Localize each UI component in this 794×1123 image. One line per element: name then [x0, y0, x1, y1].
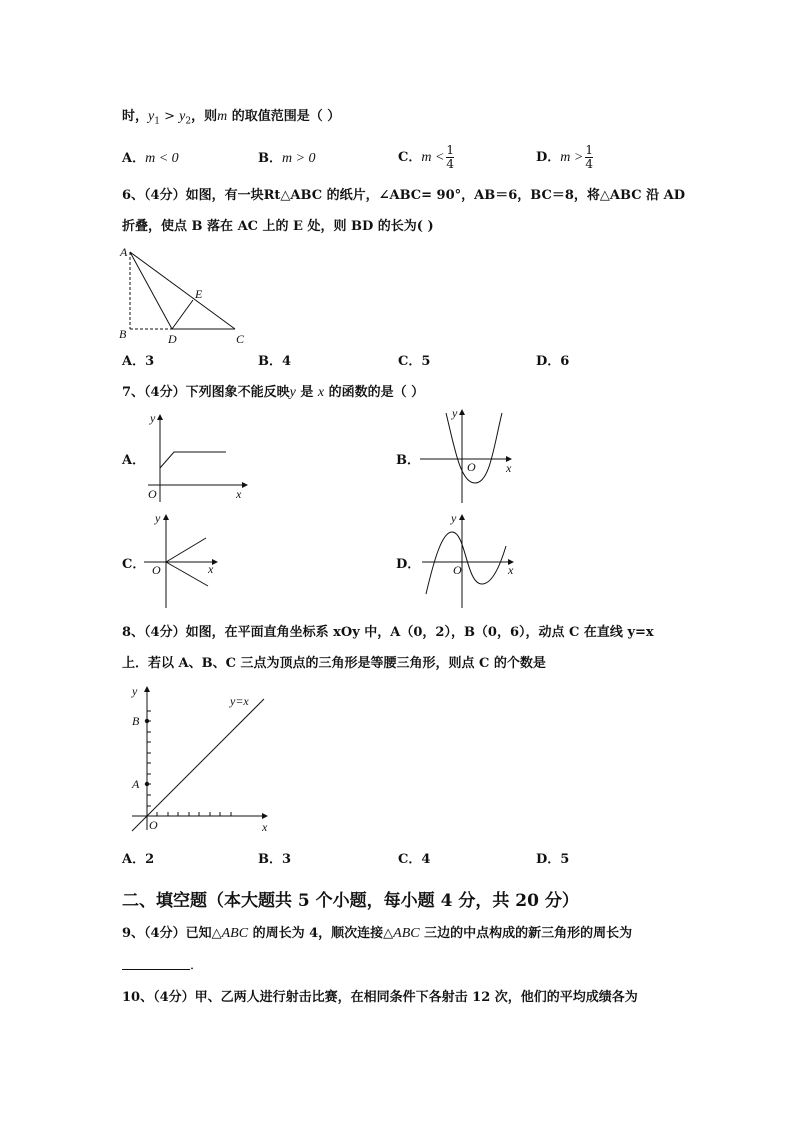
q9-stem-mid: 的周长为 4，顺次连接△ — [248, 926, 394, 941]
q5-option-c — [398, 140, 454, 176]
q5-y1: y — [148, 109, 155, 124]
q7-stem-prefix: 7、（4分）下列图象不能反映 — [122, 385, 290, 400]
q5-option-c-denominator: 4 — [446, 157, 455, 171]
q8-x-ticks — [157, 812, 231, 816]
q5-option-c-numerator: 1 — [446, 143, 455, 157]
q6-option-d: D．6 — [536, 354, 570, 369]
q8-line-1: 8、（4分）如图，在平面直角坐标系 xOy 中，A（0，2），B（0，6），动点 C 在直线 y=x — [122, 625, 654, 640]
q7c-ray-up — [166, 538, 206, 562]
q8-coordinate-figure — [120, 680, 280, 840]
q7-stem-post: 的函数的是（ ） — [324, 385, 425, 400]
q7-stem-mid: 是 — [295, 385, 318, 400]
q9-stem-pre: 9、（4分）已知△ — [122, 926, 222, 941]
q7c-y-arrow — [163, 514, 169, 520]
q8-point-b — [145, 719, 149, 723]
q8-label-line: y=x — [230, 694, 249, 708]
q5-stem-mid: ，则 — [191, 109, 218, 124]
q5-option-a-letter: A． — [122, 151, 146, 166]
q7b-label-o: O — [467, 460, 476, 474]
q8-option-a: A．2 — [122, 852, 155, 867]
q8-option-c: C．4 — [398, 852, 431, 867]
q7-graph-d — [420, 510, 525, 610]
q8-x-arrow — [262, 813, 268, 819]
q7c-ray-down — [166, 562, 208, 586]
q6-label-b: B — [119, 327, 127, 341]
q7d-label-y: y — [451, 511, 457, 525]
q5-stem — [122, 109, 340, 130]
q6-option-a: A．3 — [122, 354, 155, 369]
q7-y: y — [289, 385, 296, 400]
q7c-label-o: O — [152, 563, 161, 577]
section-2-title — [122, 886, 579, 911]
q5-option-c-letter: C． — [398, 150, 422, 165]
q7d-y-arrow — [459, 514, 465, 520]
q7b-label-x: x — [506, 461, 512, 475]
q5-option-d-math: m > — [560, 150, 584, 165]
q7-graph-b — [418, 405, 523, 505]
q7-x: x — [317, 385, 325, 400]
q6-label-d: D — [168, 332, 177, 346]
q6-line-1: 6、（4分）如图，有一块Rt△ABC 的纸片，∠ABC= 90°，AB＝6，BC＝8，将△ABC 沿 AD — [122, 188, 685, 203]
q9-abc-1: ABC — [221, 926, 249, 941]
q7a-label-x: x — [236, 487, 242, 501]
section-2-title-mid: 个小题，每小题 — [309, 891, 441, 911]
q8-label-y: y — [132, 684, 138, 698]
q5-option-d-letter: D． — [536, 150, 561, 165]
q8-option-b: B．3 — [258, 852, 292, 867]
q9-stem — [122, 926, 632, 942]
q5-y2-sub: 2 — [185, 116, 192, 127]
q5-stem-prefix: 时， — [122, 109, 149, 124]
q7-option-c-letter: C． — [122, 557, 146, 572]
section-2-title-post: 分） — [538, 891, 579, 911]
q8-label-o: O — [149, 818, 158, 832]
q9-end-period: ． — [190, 958, 204, 973]
q6-ad-fold — [130, 252, 172, 329]
q7-option-d-letter: D． — [396, 557, 421, 572]
q7b-y-arrow — [459, 409, 465, 415]
q5-y1-sub: 1 — [154, 116, 160, 127]
q6-label-e: E — [195, 287, 203, 301]
q8-line-y-equals-x — [132, 699, 264, 831]
q8-line-2: 上．若以 A、B、C 三点为顶点的三角形是等腰三角形，则点 C 的个数是 — [122, 656, 546, 671]
q7a-y-arrow — [157, 414, 163, 420]
q6-option-b: B．4 — [258, 354, 292, 369]
q7d-cubic — [426, 532, 506, 594]
q5-option-a — [122, 151, 179, 167]
q7d-label-o: O — [453, 563, 462, 577]
q5-option-b-math: m > 0 — [282, 151, 316, 166]
q7a-label-y: y — [150, 411, 156, 425]
q7-option-a-letter: A． — [122, 453, 146, 468]
q7c-label-y: y — [155, 511, 161, 525]
section-2-each: 4 — [440, 891, 453, 911]
q5-option-d-fraction — [585, 144, 593, 171]
q5-option-d-numerator: 1 — [585, 143, 593, 157]
q5-option-c-math: m < — [421, 150, 445, 165]
q8-y-ticks — [147, 711, 151, 806]
q7-stem — [122, 385, 424, 401]
q6-ac-side — [130, 252, 235, 329]
q5-gt: > — [159, 109, 180, 124]
q6-label-a: A — [120, 245, 128, 259]
section-2-title-pre: 二、填空题（本大题共 — [122, 891, 298, 911]
q6-line-2: 折叠，使点 B 落在 AC 上的 E 处，则 BD 的长为( ) — [122, 219, 434, 234]
q5-option-d-denominator: 4 — [585, 157, 593, 171]
q8-label-a: A — [132, 777, 140, 791]
q10-line-1: 10、（4分）甲、乙两人进行射击比赛，在相同条件下各射击 12 次，他们的平均成绩各为 — [122, 990, 638, 1005]
q9-answer-blank[interactable] — [122, 968, 190, 970]
q7d-label-x: x — [508, 563, 514, 577]
q6-label-c: C — [236, 332, 245, 346]
q6-triangle-figure — [118, 242, 258, 347]
q7b-label-y: y — [452, 406, 458, 420]
section-2-count: 5 — [297, 891, 310, 911]
q8-y-arrow — [144, 686, 150, 692]
q7a-x-arrow — [242, 482, 248, 488]
q8-label-b: B — [132, 714, 140, 728]
q5-option-b — [258, 151, 316, 167]
q9-stem-post: 三边的中点构成的新三角形的周长为 — [419, 926, 633, 941]
q5-stem-post: 的取值范围是（ ） — [227, 109, 341, 124]
q5-option-b-letter: B． — [258, 151, 282, 166]
q7a-label-o: O — [148, 487, 157, 501]
q5-option-d — [536, 140, 593, 176]
q8-option-d: D．5 — [536, 852, 570, 867]
q7-option-b-letter: B． — [396, 453, 420, 468]
q7a-curve — [160, 452, 226, 468]
q8-label-x: x — [262, 820, 268, 834]
q5-option-a-math: m < 0 — [145, 151, 179, 166]
section-2-title-mid2: 分，共 — [452, 891, 516, 911]
q7-graph-c — [142, 510, 232, 610]
section-2-total: 20 — [515, 891, 539, 911]
q8-point-a — [145, 782, 149, 786]
q7c-label-x: x — [208, 562, 214, 576]
q6-option-c: C．5 — [398, 354, 431, 369]
q5-y2: y — [179, 109, 186, 124]
q7-graph-a — [146, 410, 256, 505]
q6-de-segment — [172, 300, 193, 329]
q5-option-c-fraction — [446, 144, 454, 171]
q9-abc-2: ABC — [393, 926, 420, 941]
q5-m: m — [217, 109, 228, 124]
